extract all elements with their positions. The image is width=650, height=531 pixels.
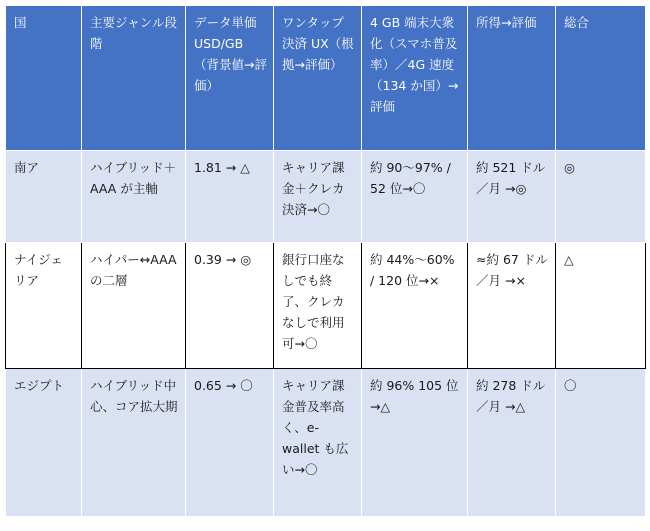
- cell-income: 約 278 ドル／月 →△: [468, 369, 556, 517]
- cell-overall: 〇: [556, 369, 646, 517]
- cell-overall: △: [556, 243, 646, 369]
- header-row: [6, 6, 646, 151]
- cell-income: 約 521 ドル／月 →◎: [468, 151, 556, 243]
- table-row: [6, 369, 646, 517]
- header-one-tap-payment: ワンタップ決済 UX（根拠→評価）: [274, 6, 362, 151]
- cell-genre-stage: ハイパー↔AAA の二層: [82, 243, 186, 369]
- cell-country: エジプト: [6, 369, 82, 517]
- cell-payment: キャリア課金普及率高く、e-wallet も広い→〇: [274, 369, 362, 517]
- header-country: 国: [6, 6, 82, 151]
- header-genre-stage: 主要ジャンル段階: [82, 6, 186, 151]
- cell-device-4g: 約 96% 105 位→△: [362, 369, 468, 517]
- cell-country: 南ア: [6, 151, 82, 243]
- cell-data-price: 1.81 → △: [186, 151, 274, 243]
- cell-income: ≈約 67 ドル／月 →×: [468, 243, 556, 369]
- cell-payment: 銀行口座なしでも終了、クレカなしで利用可→〇: [274, 243, 362, 369]
- cell-device-4g: 約 90〜97% / 52 位→〇: [362, 151, 468, 243]
- header-overall: 総合: [556, 6, 646, 151]
- cell-overall: ◎: [556, 151, 646, 243]
- cell-data-price: 0.39 → ◎: [186, 243, 274, 369]
- header-device-4g: 4 GB 端末大衆化（スマホ普及率）／4G 速度（134 か国）→評価: [362, 6, 468, 151]
- cell-genre-stage: ハイブリッド＋AAA が主軸: [82, 151, 186, 243]
- cell-data-price: 0.65 → 〇: [186, 369, 274, 517]
- comparison-table: [5, 5, 646, 517]
- cell-device-4g: 約 44%〜60% / 120 位→×: [362, 243, 468, 369]
- table-row: [6, 243, 646, 369]
- header-income: 所得→評価: [468, 6, 556, 151]
- cell-country: ナイジェリア: [6, 243, 82, 369]
- cell-genre-stage: ハイブリッド中心、コア拡大期: [82, 369, 186, 517]
- header-data-price: データ単価 USD/GB（背景値→評価）: [186, 6, 274, 151]
- cell-payment: キャリア課金＋クレカ決済→〇: [274, 151, 362, 243]
- table-row: [6, 151, 646, 243]
